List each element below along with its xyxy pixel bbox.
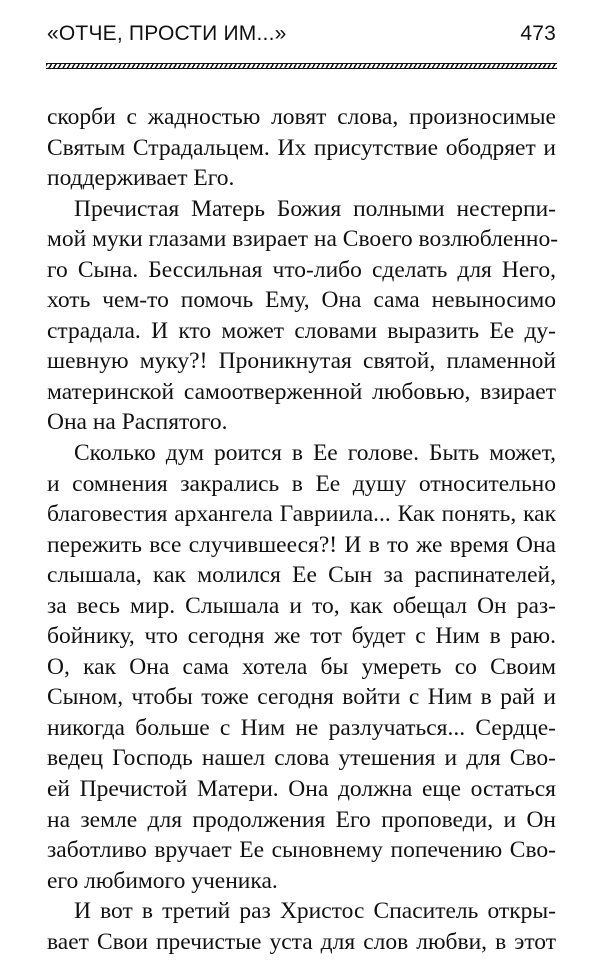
running-header xyxy=(47,22,556,52)
text-line: его любимого ученика. xyxy=(47,867,278,894)
text-line: страдала. И кто может словами выразить Ее ду- xyxy=(47,317,556,344)
text-line: на земле для продолжения Его проповеди, и Он xyxy=(47,806,556,833)
text-line: ей Пречистой Матери. Она должна еще остаться xyxy=(47,776,556,803)
text-line: го Сына. Бессильная что-либо сделать для Него, xyxy=(47,256,556,283)
text-line: бойнику, что сегодня же тот будет с Ним в раю. xyxy=(47,623,556,650)
text-line: Она на Распятого. xyxy=(47,409,228,436)
text-line: хоть чем-то помочь Ему, Она сама невыносимо xyxy=(47,287,556,314)
paragraph xyxy=(47,896,556,957)
text-line: И вот в третий раз Христос Спаситель откры- xyxy=(74,898,556,925)
page-body-text xyxy=(47,102,559,957)
text-line: мой муки глазами взирает на Своего возлюбленно- xyxy=(47,226,559,253)
ornamental-rule xyxy=(46,63,557,69)
text-line: скорби с жадностью ловят слова, произносимые xyxy=(47,104,556,130)
text-line: Святым Страдальцем. Их присутствие ободряет и xyxy=(47,134,556,161)
text-line: и сомнения закрались в Ее душу относительно xyxy=(47,470,556,497)
text-line: Сыном, чтобы тоже сегодня войти с Ним в рай и xyxy=(47,684,556,711)
text-line: заботливо вручает Ее сыновнему попечению Сво- xyxy=(47,837,556,864)
text-line: за весь мир. Слышала и то, как обещал Он раз- xyxy=(47,592,556,619)
text-line: ведец Господь нашел слова утешения и для Сво- xyxy=(47,745,556,772)
text-line: слышала, как молился Ее Сын за распинателей, xyxy=(47,562,556,589)
paragraph xyxy=(47,438,556,896)
page-number: 473 xyxy=(520,22,556,45)
text-line: благовестия архангела Гавриила... Как понять, как xyxy=(47,501,556,528)
text-line: шевную муку?! Проникнутая святой, пламенной xyxy=(47,348,556,375)
text-line: вает Свои пречистые уста для слов любви, в этот xyxy=(47,928,556,955)
running-title: «ОТЧЕ, ПРОСТИ ИМ...» xyxy=(47,22,287,45)
text-line: материнской самоотверженной любовью, взирает xyxy=(47,378,556,405)
text-line: пережить все случившееся?! И в то же время Она xyxy=(47,531,556,558)
text-line: Сколько дум роится в Ее голове. Быть может, xyxy=(74,440,556,467)
paragraph xyxy=(47,194,559,438)
paragraph xyxy=(47,102,556,194)
text-line: Пречистая Матерь Божия полными нестерпи- xyxy=(74,195,556,222)
text-line: поддерживает Его. xyxy=(47,165,235,192)
text-line: никогда больше с Ним не разлучаться... Сердце- xyxy=(47,714,556,741)
text-line: О, как Она сама хотела бы умереть со Своим xyxy=(47,653,556,680)
